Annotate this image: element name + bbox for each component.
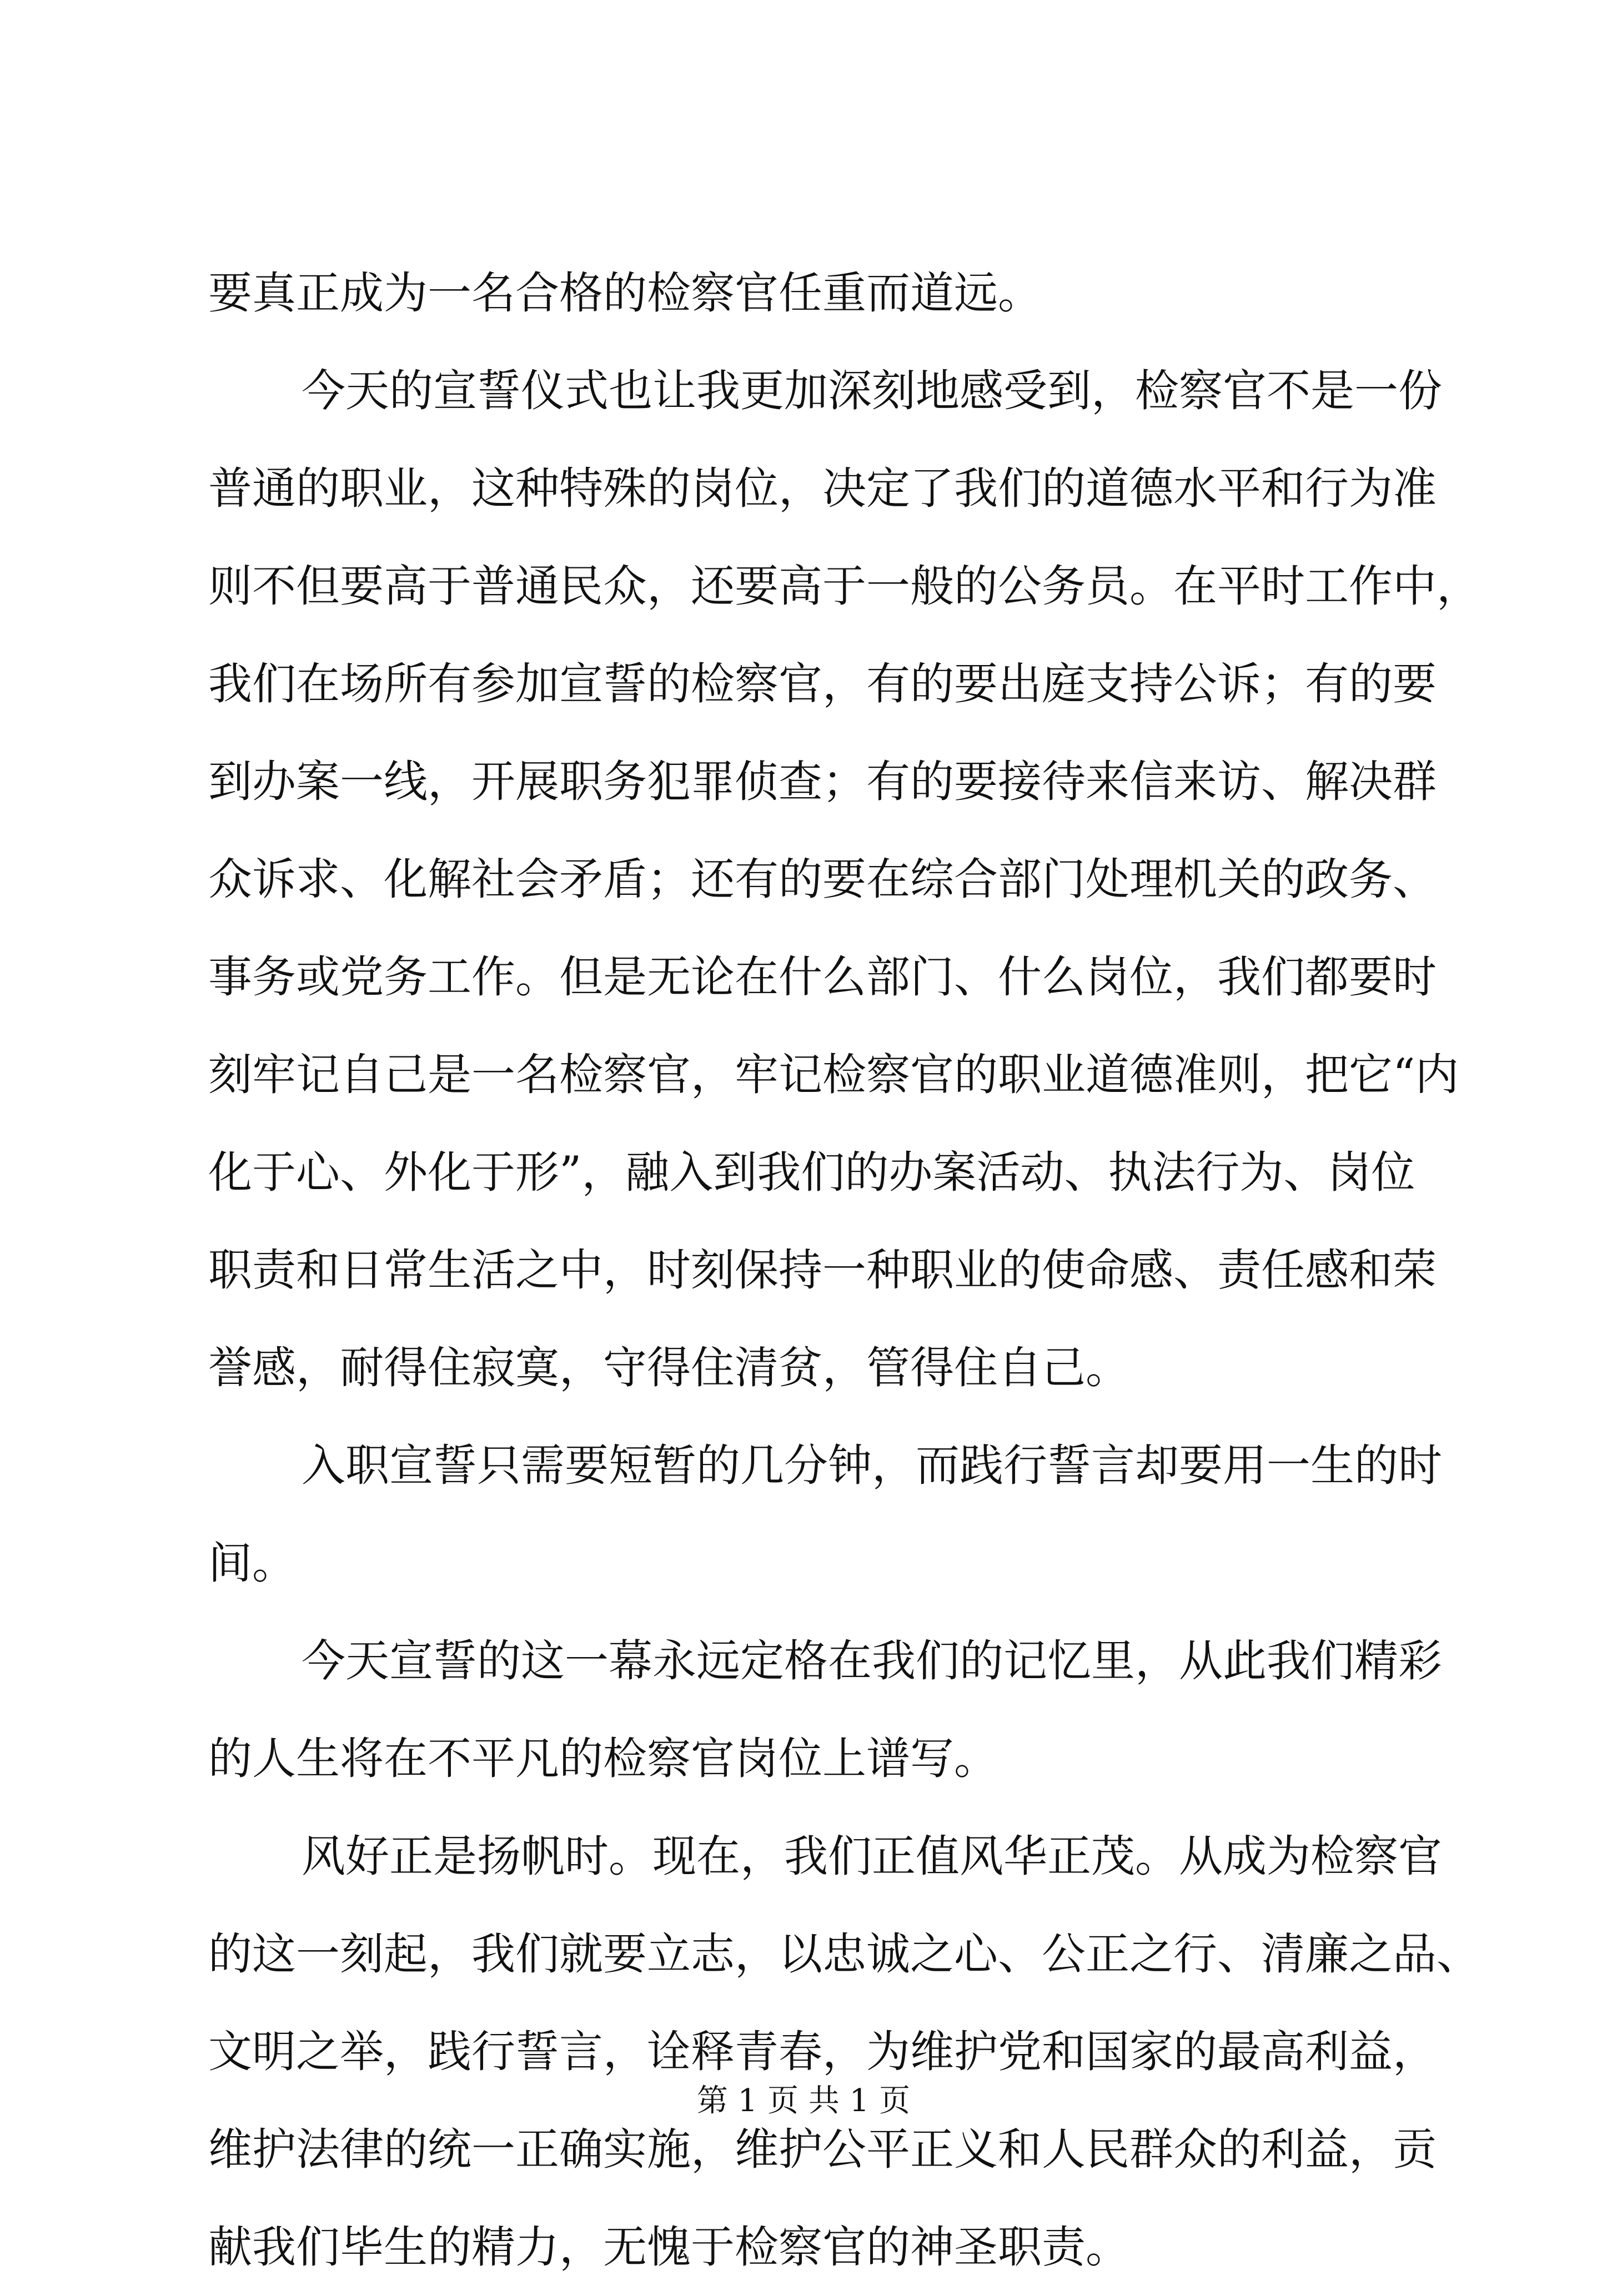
text-line: 到办案一线，开展职务犯罪侦查；有的要接待来信来访、解决群 xyxy=(208,756,1437,807)
text-line: 的人生将在不平凡的检察官岗位上谱写。 xyxy=(208,1733,998,1784)
text-line: 维护法律的统一正确实施，维护公平正义和人民群众的利益，贡 xyxy=(208,2124,1437,2175)
text-line: 入职宣誓只需要短暂的几分钟，而践行誓言却要用一生的时 xyxy=(302,1440,1442,1491)
text-line: 风好正是扬帆时。现在，我们正值风华正茂。从成为检察官 xyxy=(302,1831,1442,1882)
text-line: 刻牢记自己是一名检察官，牢记检察官的职业道德准则，把它“内 xyxy=(208,1049,1459,1100)
text-line: 则不但要高于普通民众，还要高于一般的公务员。在平时工作中， xyxy=(208,561,1480,612)
document-body xyxy=(208,244,1480,2296)
text-line: 间。 xyxy=(208,1538,296,1589)
text-line: 献我们毕生的精力，无愧于检察官的神圣职责。 xyxy=(208,2222,1129,2273)
text-line: 我们在场所有参加宣誓的检察官，有的要出庭支持公诉；有的要 xyxy=(208,658,1437,709)
text-line: 的这一刻起，我们就要立志，以忠诚之心、公正之行、清廉之品、 xyxy=(208,1929,1480,1980)
text-line: 普通的职业，这种特殊的岗位，决定了我们的道德水平和行为准 xyxy=(208,463,1437,514)
text-line: 今天的宣誓仪式也让我更加深刻地感受到，检察官不是一份 xyxy=(302,365,1442,416)
page-number-footer: 第 1 页 共 1 页 xyxy=(696,2083,911,2119)
text-line: 事务或党务工作。但是无论在什么部门、什么岗位，我们都要时 xyxy=(208,951,1437,1003)
text-line: 职责和日常生活之中，时刻保持一种职业的使命感、责任感和荣 xyxy=(208,1245,1437,1296)
text-line: 众诉求、化解社会矛盾；还有的要在综合部门处理机关的政务、 xyxy=(208,854,1437,905)
text-line: 要真正成为一名合格的检察官任重而道远。 xyxy=(208,268,1042,319)
text-line: 化于心、外化于形”，融入到我们的办案活动、执法行为、岗位 xyxy=(208,1147,1415,1198)
text-line: 今天宣誓的这一幕永远定格在我们的记忆里，从此我们精彩 xyxy=(302,1635,1442,1686)
text-line: 誉感，耐得住寂寞，守得住清贫，管得住自己。 xyxy=(208,1342,1129,1393)
text-line: 文明之举，践行誓言，诠释青春，为维护党和国家的最高利益， xyxy=(208,2026,1437,2077)
